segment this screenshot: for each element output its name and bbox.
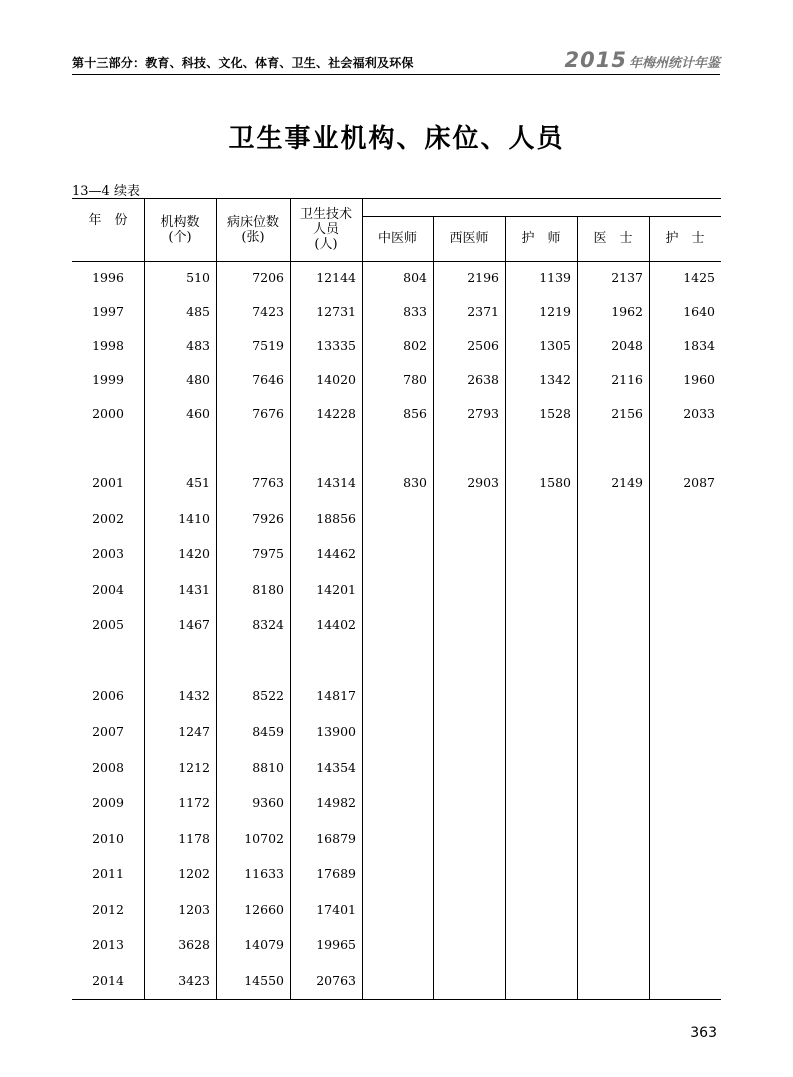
column-divider (577, 216, 578, 999)
table-cell: 830 (403, 475, 427, 490)
table-cell: 14228 (316, 406, 356, 421)
table-cell: 802 (403, 338, 427, 353)
table-cell: 1580 (539, 475, 571, 490)
table-cell: 2371 (467, 304, 499, 319)
table-cell: 9360 (252, 795, 284, 810)
table-cell: 833 (403, 304, 427, 319)
table-cell: 7763 (252, 475, 284, 490)
table-cell: 2087 (683, 475, 715, 490)
row-year: 2005 (92, 617, 124, 632)
table-cell: 451 (186, 475, 210, 490)
table-cell: 8810 (252, 760, 284, 775)
table-cell: 19965 (316, 937, 356, 952)
page-number: 363 (690, 1025, 717, 1041)
table-cell: 460 (186, 406, 210, 421)
table-cell: 7423 (252, 304, 284, 319)
header-bottom-rule (72, 261, 721, 262)
table-cell: 12660 (244, 902, 284, 917)
row-year: 1996 (92, 270, 124, 285)
page-title: 卫生事业机构、床位、人员 (228, 124, 565, 154)
table-cell: 2137 (611, 270, 643, 285)
row-year: 2008 (92, 760, 124, 775)
table-cell: 2033 (683, 406, 715, 421)
table-cell: 2903 (467, 475, 499, 490)
table-cell: 7975 (252, 546, 284, 561)
column-header-doctor-assistant: 医 士 (593, 231, 633, 246)
table-cell: 8522 (252, 688, 284, 703)
table-cell: 2156 (611, 406, 643, 421)
table-cell: 804 (403, 270, 427, 285)
row-year: 2014 (92, 973, 124, 988)
column-header-tech-staff: 卫生技术 人员 (人) (299, 207, 352, 252)
table-cell: 3628 (178, 937, 210, 952)
table-cell: 2638 (467, 372, 499, 387)
row-year: 2000 (92, 406, 124, 421)
table-cell: 1432 (178, 688, 210, 703)
table-cell: 12731 (316, 304, 356, 319)
table-cell: 1431 (178, 582, 210, 597)
table-cell: 780 (403, 372, 427, 387)
table-cell: 14982 (316, 795, 356, 810)
row-year: 2002 (92, 511, 124, 526)
row-year: 2010 (92, 831, 124, 846)
row-year: 2003 (92, 546, 124, 561)
column-header-institutions: 机构数 (个) (160, 214, 200, 245)
table-cell: 1420 (178, 546, 210, 561)
table-cell: 1528 (539, 406, 571, 421)
table-label: 13—4 续表 (72, 184, 140, 199)
table-bottom-rule (72, 999, 721, 1000)
table-cell: 17401 (316, 902, 356, 917)
table-cell: 13900 (316, 724, 356, 739)
table-cell: 7676 (252, 406, 284, 421)
table-cell: 7206 (252, 270, 284, 285)
table-cell: 2149 (611, 475, 643, 490)
column-header-nurse-practitioner: 护 师 (521, 231, 561, 246)
table-cell: 11633 (244, 866, 284, 881)
table-cell: 1305 (539, 338, 571, 353)
table-cell: 1960 (683, 372, 715, 387)
row-year: 2012 (92, 902, 124, 917)
table-cell: 1342 (539, 372, 571, 387)
table-cell: 7519 (252, 338, 284, 353)
table-cell: 14314 (316, 475, 356, 490)
table-cell: 2196 (467, 270, 499, 285)
table-cell: 14402 (316, 617, 356, 632)
column-header-nurse: 护 士 (665, 231, 705, 246)
table-cell: 1410 (178, 511, 210, 526)
table-cell: 12144 (316, 270, 356, 285)
table-cell: 14354 (316, 760, 356, 775)
row-year: 2013 (92, 937, 124, 952)
column-divider (505, 216, 506, 999)
table-cell: 7926 (252, 511, 284, 526)
yearbook-logo (565, 48, 720, 72)
table-cell: 485 (186, 304, 210, 319)
table-cell: 1203 (178, 902, 210, 917)
column-header-wm: 西医师 (449, 231, 489, 246)
yearbook-year: 2015 (564, 48, 627, 72)
row-year: 2009 (92, 795, 124, 810)
table-cell: 1178 (178, 831, 210, 846)
column-header-beds: 病床位数 (张) (226, 214, 279, 245)
table-cell: 1247 (178, 724, 210, 739)
row-year: 2004 (92, 582, 124, 597)
table-cell: 14550 (244, 973, 284, 988)
table-cell: 20763 (316, 973, 356, 988)
row-year: 2006 (92, 688, 124, 703)
table-cell: 1219 (539, 304, 571, 319)
table-cell: 1172 (178, 795, 210, 810)
table-cell: 17689 (316, 866, 356, 881)
table-cell: 1212 (178, 760, 210, 775)
column-divider (649, 216, 650, 999)
table-cell: 8324 (252, 617, 284, 632)
table-cell: 14462 (316, 546, 356, 561)
table-cell: 1467 (178, 617, 210, 632)
table-cell: 2793 (467, 406, 499, 421)
table-cell: 8459 (252, 724, 284, 739)
section-title: 第十三部分：教育、科技、文化、体育、卫生、社会福利及环保 (72, 56, 414, 70)
column-header-tcm: 中医师 (377, 231, 417, 246)
table-cell: 1425 (683, 270, 715, 285)
table-cell: 1962 (611, 304, 643, 319)
running-header (72, 48, 720, 75)
row-year: 2011 (92, 866, 124, 881)
table-cell: 1640 (683, 304, 715, 319)
yearbook-name: 年梅州统计年鉴 (628, 56, 720, 71)
table-cell: 1202 (178, 866, 210, 881)
table-cell: 14817 (316, 688, 356, 703)
table-cell: 18856 (316, 511, 356, 526)
table-cell: 3423 (178, 973, 210, 988)
table-cell: 14020 (316, 372, 356, 387)
table-cell: 2506 (467, 338, 499, 353)
row-year: 2007 (92, 724, 124, 739)
column-header-year: 年 份 (88, 213, 128, 228)
table-cell: 1834 (683, 338, 715, 353)
table-cell: 1139 (539, 270, 571, 285)
table-cell: 856 (403, 406, 427, 421)
table-cell: 8180 (252, 582, 284, 597)
table-cell: 510 (186, 270, 210, 285)
column-divider (433, 216, 434, 999)
table-cell: 13335 (316, 338, 356, 353)
table-cell: 480 (186, 372, 210, 387)
row-year: 1999 (92, 372, 124, 387)
table-cell: 7646 (252, 372, 284, 387)
table-cell: 2116 (611, 372, 643, 387)
table-cell: 14201 (316, 582, 356, 597)
row-year: 1997 (92, 304, 124, 319)
table-cell: 14079 (244, 937, 284, 952)
row-year: 1998 (92, 338, 124, 353)
table-cell: 2048 (611, 338, 643, 353)
table-cell: 483 (186, 338, 210, 353)
row-year: 2001 (92, 475, 124, 490)
table-cell: 10702 (244, 831, 284, 846)
table-cell: 16879 (316, 831, 356, 846)
